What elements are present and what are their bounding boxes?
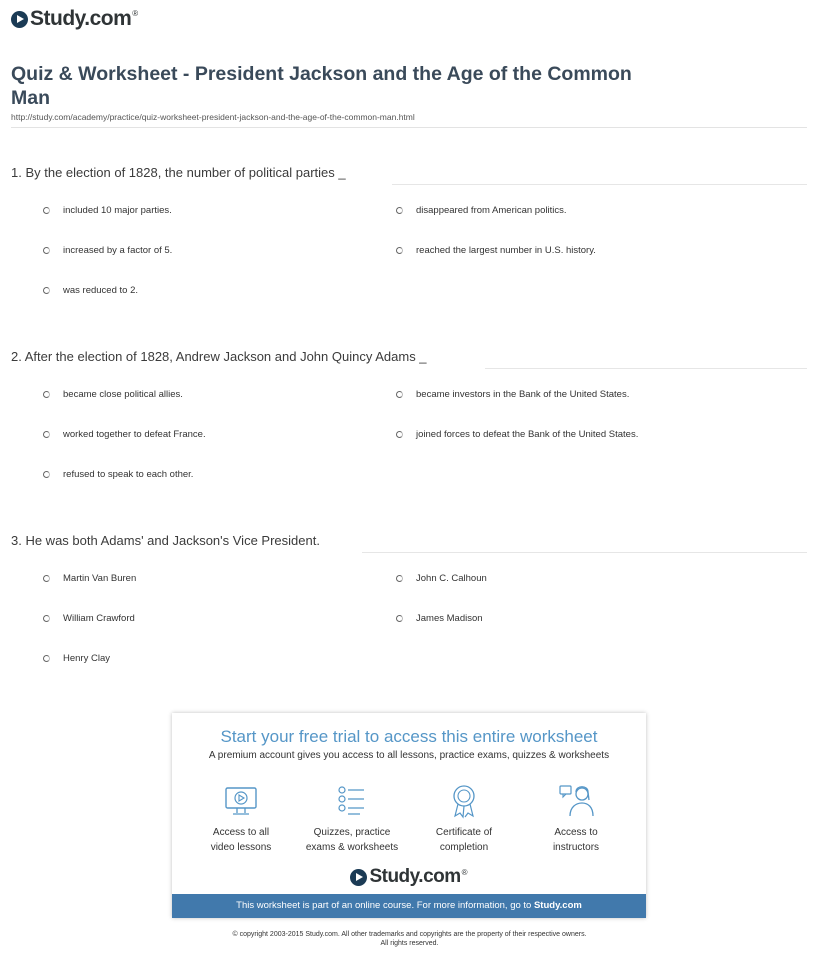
free-trial-panel bbox=[172, 713, 646, 918]
question-3-underline bbox=[362, 552, 807, 553]
free-trial-heading[interactable]: Start your free trial to access this entire worksheet bbox=[220, 727, 598, 746]
radio-icon[interactable] bbox=[396, 575, 403, 582]
option-label: James Madison bbox=[416, 613, 483, 624]
radio-icon[interactable] bbox=[43, 207, 50, 214]
question-2-option-e[interactable] bbox=[43, 469, 193, 480]
question-1-text: 1. By the election of 1828, the number of political parties _ bbox=[11, 165, 346, 180]
feature-quizzes-line2: exams & worksheets bbox=[305, 842, 399, 853]
radio-icon[interactable] bbox=[43, 655, 50, 662]
instructor-icon bbox=[558, 783, 594, 819]
option-label: John C. Calhoun bbox=[416, 573, 487, 584]
question-3-option-c[interactable] bbox=[43, 613, 135, 624]
option-label: disappeared from American politics. bbox=[416, 205, 567, 216]
question-2-option-b[interactable] bbox=[396, 389, 629, 400]
question-3-option-a[interactable] bbox=[43, 573, 136, 584]
feature-video-lessons-line2: video lessons bbox=[210, 842, 272, 853]
radio-icon[interactable] bbox=[43, 615, 50, 622]
page-title: Quiz & Worksheet - President Jackson and the Age of the Common Man bbox=[11, 63, 632, 109]
radio-icon[interactable] bbox=[43, 471, 50, 478]
question-1-option-d[interactable] bbox=[396, 245, 596, 256]
course-info-bar bbox=[172, 894, 646, 918]
logo-text: Study.com bbox=[30, 7, 132, 30]
study-logo[interactable] bbox=[11, 7, 138, 31]
feature-video-lessons-line1: Access to all bbox=[212, 827, 270, 838]
free-trial-subheading: A premium account gives you access to all lessons, practice exams, quizzes & worksheets bbox=[208, 750, 610, 761]
cta-logo-trademark: ® bbox=[461, 868, 468, 877]
option-label: included 10 major parties. bbox=[63, 205, 172, 216]
radio-icon[interactable] bbox=[43, 431, 50, 438]
question-1-option-b[interactable] bbox=[396, 205, 567, 216]
title-divider bbox=[11, 127, 807, 128]
option-label: worked together to defeat France. bbox=[63, 429, 206, 440]
question-1-underline bbox=[392, 184, 807, 185]
radio-icon[interactable] bbox=[396, 247, 403, 254]
radio-icon[interactable] bbox=[396, 615, 403, 622]
radio-icon[interactable] bbox=[396, 431, 403, 438]
question-3-option-b[interactable] bbox=[396, 573, 487, 584]
option-label: refused to speak to each other. bbox=[63, 469, 194, 480]
certificate-icon bbox=[446, 783, 482, 819]
radio-icon[interactable] bbox=[43, 247, 50, 254]
feature-video-lessons bbox=[186, 783, 296, 855]
option-label: was reduced to 2. bbox=[63, 285, 138, 296]
study-com-link[interactable]: Study.com bbox=[533, 900, 582, 911]
radio-icon[interactable] bbox=[43, 287, 50, 294]
option-label: became investors in the Bank of the United States. bbox=[416, 389, 630, 400]
option-label: William Crawford bbox=[63, 613, 135, 624]
cta-study-logo[interactable] bbox=[172, 866, 646, 888]
feature-quizzes bbox=[297, 783, 407, 855]
question-3-option-e[interactable] bbox=[43, 653, 110, 664]
question-2-option-c[interactable] bbox=[43, 429, 206, 440]
question-2-underline bbox=[485, 368, 807, 369]
question-1-option-e[interactable] bbox=[43, 285, 138, 296]
radio-icon[interactable] bbox=[43, 575, 50, 582]
page-url: http://study.com/academy/practice/quiz-worksheet-president-jackson-and-the-age-of-the-common-man.html bbox=[11, 112, 415, 122]
play-logo-icon bbox=[350, 869, 367, 886]
video-lesson-icon bbox=[223, 783, 259, 819]
cta-logo-text: Study.com bbox=[369, 866, 461, 887]
feature-instructors-line2: instructors bbox=[552, 842, 600, 853]
play-logo-icon bbox=[11, 11, 28, 28]
option-label: Martin Van Buren bbox=[63, 573, 137, 584]
question-2-option-d[interactable] bbox=[396, 429, 638, 440]
question-3-text: 3. He was both Adams' and Jackson's Vice President. bbox=[11, 533, 320, 548]
radio-icon[interactable] bbox=[396, 207, 403, 214]
quiz-list-icon bbox=[334, 783, 370, 819]
question-1-option-a[interactable] bbox=[43, 205, 172, 216]
option-label: Henry Clay bbox=[63, 653, 110, 664]
feature-certificate bbox=[409, 783, 519, 855]
question-2-text: 2. After the election of 1828, Andrew Jackson and John Quincy Adams _ bbox=[11, 349, 427, 364]
copyright-line1: © copyright 2003-2015 Study.com. All other trademarks and copyrights are the property of their respective owners. bbox=[232, 931, 587, 938]
radio-icon[interactable] bbox=[396, 391, 403, 398]
course-info-text: This worksheet is part of an online course. For more information, go to bbox=[236, 900, 534, 911]
question-2-option-a[interactable] bbox=[43, 389, 183, 400]
feature-certificate-line2: completion bbox=[439, 842, 489, 853]
feature-instructors bbox=[521, 783, 631, 855]
logo-trademark: ® bbox=[132, 9, 139, 18]
copyright-line2: All rights reserved. bbox=[380, 940, 439, 947]
feature-certificate-line1: Certificate of bbox=[435, 827, 493, 838]
feature-instructors-line1: Access to bbox=[554, 827, 598, 838]
feature-quizzes-line1: Quizzes, practice bbox=[313, 827, 391, 838]
copyright-notice bbox=[0, 930, 819, 948]
option-label: increased by a factor of 5. bbox=[63, 245, 173, 256]
option-label: joined forces to defeat the Bank of the United States. bbox=[416, 429, 639, 440]
question-1-option-c[interactable] bbox=[43, 245, 172, 256]
option-label: became close political allies. bbox=[63, 389, 183, 400]
question-3-option-d[interactable] bbox=[396, 613, 483, 624]
radio-icon[interactable] bbox=[43, 391, 50, 398]
option-label: reached the largest number in U.S. history. bbox=[416, 245, 596, 256]
